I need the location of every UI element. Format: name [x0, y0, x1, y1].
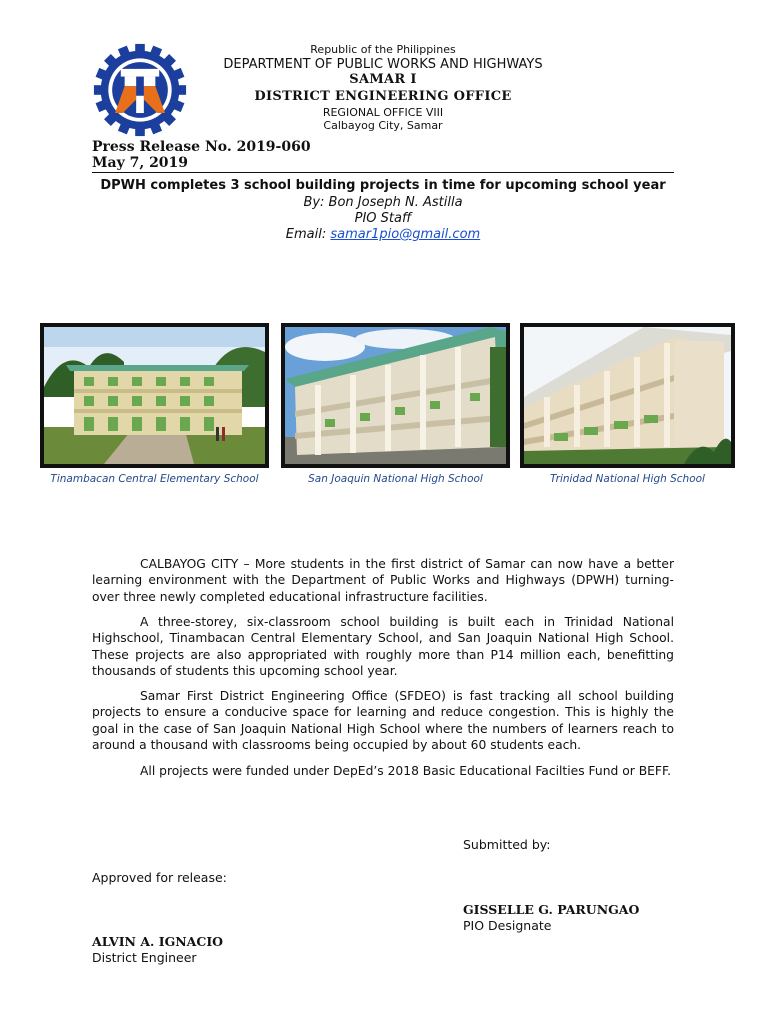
body-paragraph-4: All projects were funded under DepEd’s 2018 Basic Educational Facilties Fund or BEFF. — [140, 764, 672, 778]
submitter-name: GISSELLE G. PARUNGAO — [463, 902, 640, 917]
approver-name: ALVIN A. IGNACIO — [92, 934, 224, 949]
letterhead-district: SAMAR I — [349, 72, 417, 87]
photo-tinambacan — [40, 323, 269, 468]
letterhead-department: DEPARTMENT OF PUBLIC WORKS AND HIGHWAYS — [223, 57, 543, 72]
body-paragraph-2: A three-storey, six-classroom school building is built each in Trinidad National Highschool, Tinambacan Central Elementary School, and San Joaquin National High School. These projects are also appropriated with roughly more than P14 million each, benefitting thousands of students this upcoming school year. — [92, 615, 674, 678]
submitted-by-label: Submitted by: — [463, 837, 551, 852]
photo-trinidad — [520, 323, 735, 468]
header-divider — [92, 172, 674, 173]
photo-caption-tinambacan: Tinambacan Central Elementary School — [50, 473, 259, 485]
approved-label: Approved for release: — [92, 870, 227, 885]
approver-title: District Engineer — [92, 950, 197, 965]
letterhead-office: DISTRICT ENGINEERING OFFICE — [254, 89, 512, 104]
letterhead-region: REGIONAL OFFICE VIII — [322, 106, 444, 119]
body-paragraph-1: CALBAYOG CITY – More students in the first district of Samar can now have a better learning environment with the Department of Public Works and Highways (DPWH) turning-over three newly completed educational infrastructure facilities. — [92, 557, 674, 604]
dpwh-logo — [92, 42, 188, 138]
body-paragraph-3: Samar First District Engineering Office (SFDEO) is fast tracking all school building projects to ensure a conducive space for learning and reduce congestion. This is highly the goal in the case of San Joaquin National High School where the numbers of learners reach to around a thousand with classrooms being occupied by about 60 students each. — [92, 689, 674, 752]
press-release-date: May 7, 2019 — [92, 155, 189, 171]
letterhead-address: Calbayog City, Samar — [323, 119, 443, 132]
email-label: Email: — [285, 227, 331, 242]
email-link[interactable]: samar1pio@gmail.com — [330, 227, 481, 242]
submitter-title: PIO Designate — [463, 918, 552, 933]
headline: DPWH completes 3 school building projects in time for upcoming school year — [100, 178, 666, 193]
author-position: PIO Staff — [354, 211, 412, 226]
photo-caption-trinidad: Trinidad National High School — [550, 473, 705, 485]
photo-san-joaquin — [281, 323, 510, 468]
email-line — [60, 227, 706, 242]
photo-caption-san-joaquin: San Joaquin National High School — [308, 473, 483, 485]
byline: By: Bon Joseph N. Astilla — [303, 195, 463, 210]
letterhead-republic: Republic of the Philippines — [310, 43, 456, 56]
press-release-number: Press Release No. 2019-060 — [92, 139, 311, 155]
